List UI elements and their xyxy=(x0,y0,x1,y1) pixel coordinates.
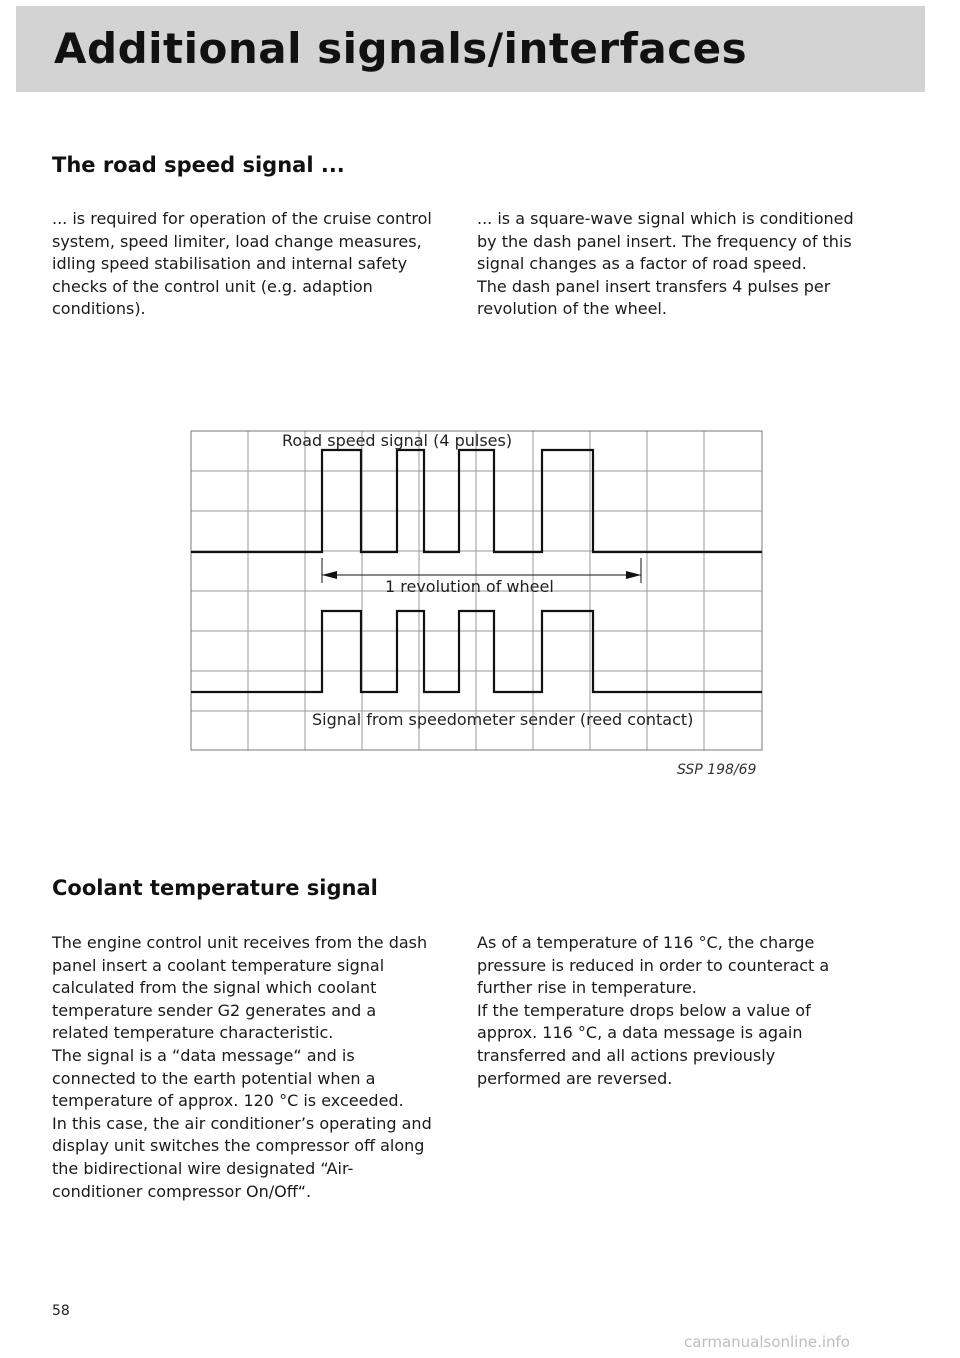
text-line: The dash panel insert transfers 4 pulses per xyxy=(477,276,831,296)
bottom-signal-label: Signal from speedometer sender (reed contact) xyxy=(312,710,694,729)
text-line: idling speed stabilisation and internal safety xyxy=(52,254,408,274)
revolution-label: 1 revolution of wheel xyxy=(385,577,554,596)
text-line: ... is required for operation of the cruise control xyxy=(52,209,432,228)
text-line: pressure is reduced in order to counteract a xyxy=(477,955,830,975)
road-speed-left-text xyxy=(52,208,432,321)
text-line: system, speed limiter, load change measures, xyxy=(52,231,422,251)
text-line: ... is a square-wave signal which is conditioned xyxy=(477,209,854,228)
text-line: The signal is a “data message“ and is xyxy=(52,1045,355,1065)
text-line: conditions). xyxy=(52,299,146,319)
coolant-heading: Coolant temperature signal xyxy=(52,876,378,900)
text-line: checks of the control unit (e.g. adaption xyxy=(52,276,373,296)
text-line: display unit switches the compressor off along xyxy=(52,1136,425,1156)
watermark: carmanualsonline.info xyxy=(684,1333,850,1351)
text-line: calculated from the signal which coolant xyxy=(52,978,377,998)
text-line: As of a temperature of 116 °C, the charge xyxy=(477,933,815,952)
figure-caption: SSP 198/69 xyxy=(677,762,757,778)
signal-diagram xyxy=(190,430,764,752)
text-line: panel insert a coolant temperature signal xyxy=(52,955,385,975)
top-signal-label: Road speed signal (4 pulses) xyxy=(282,431,513,450)
text-line: performed are reversed. xyxy=(477,1068,673,1088)
page-number: 58 xyxy=(52,1303,70,1319)
arrow-right-icon xyxy=(626,571,641,579)
text-line: further rise in temperature. xyxy=(477,978,697,998)
text-line: conditioner compressor On/Off“. xyxy=(52,1181,312,1201)
text-line: If the temperature drops below a value of xyxy=(477,1000,811,1020)
text-line: transferred and all actions previously xyxy=(477,1045,776,1065)
text-line: related temperature characteristic. xyxy=(52,1023,334,1043)
text-line: temperature sender G2 generates and a xyxy=(52,1000,377,1020)
arrow-left-icon xyxy=(322,571,337,579)
text-line: the bidirectional wire designated “Air- xyxy=(52,1158,354,1178)
text-line: In this case, the air conditioner’s operating and xyxy=(52,1113,432,1133)
text-line: by the dash panel insert. The frequency of this xyxy=(477,231,852,251)
text-line: revolution of the wheel. xyxy=(477,299,667,319)
title-banner xyxy=(16,6,925,92)
road-speed-heading: The road speed signal ... xyxy=(52,153,345,177)
text-line: connected to the earth potential when a xyxy=(52,1068,376,1088)
page-title: Additional signals/interfaces xyxy=(54,24,748,73)
text-line: approx. 116 °C, a data message is again xyxy=(477,1023,803,1043)
road-speed-right-text xyxy=(477,208,854,321)
coolant-left-text xyxy=(52,932,432,1203)
coolant-right-text xyxy=(477,932,829,1090)
text-line: signal changes as a factor of road speed. xyxy=(477,254,807,274)
text-line: temperature of approx. 120 °C is exceeded. xyxy=(52,1091,404,1111)
text-line: The engine control unit receives from the dash xyxy=(52,933,428,952)
